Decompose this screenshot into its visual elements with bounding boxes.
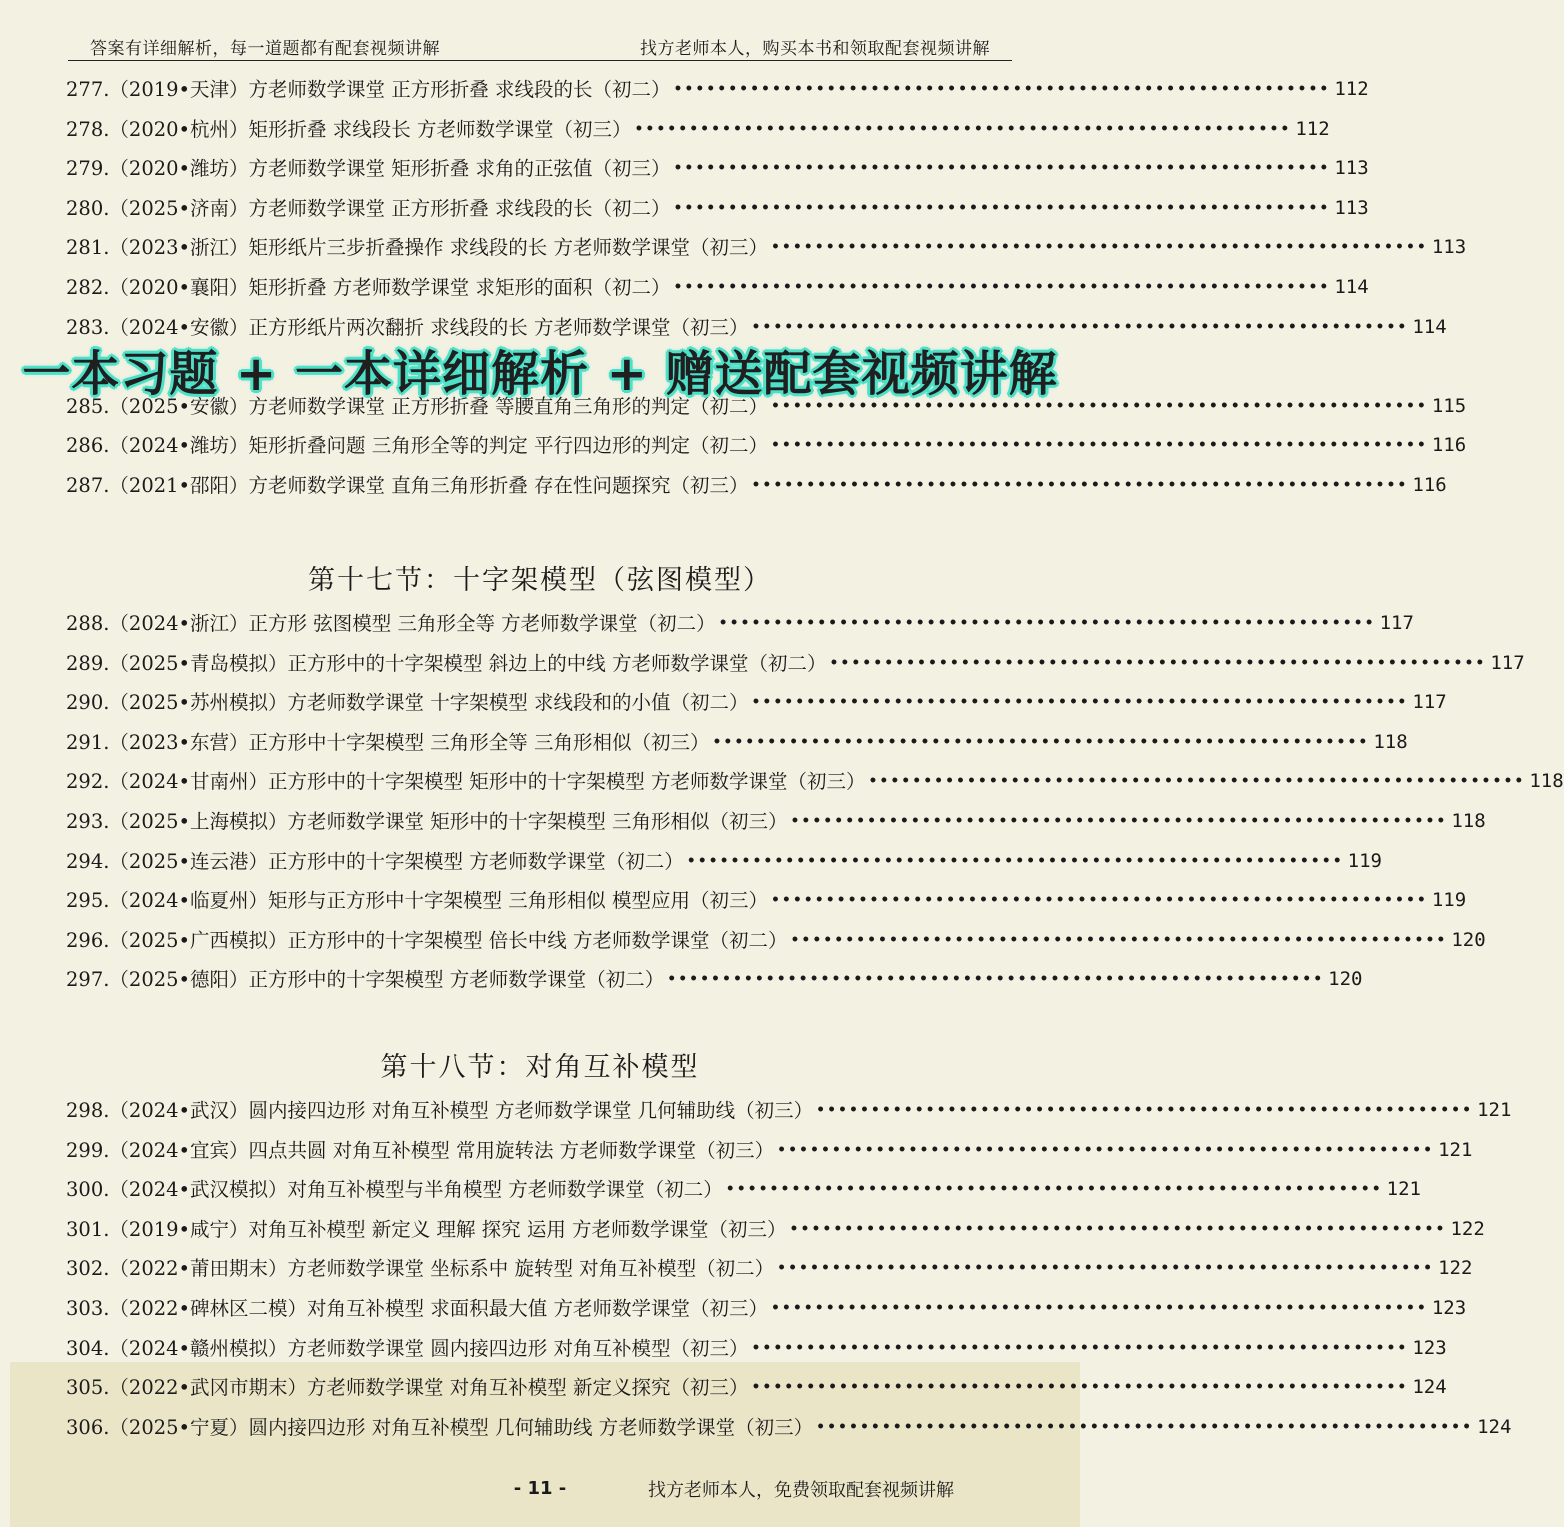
toc-page-number: 124 (1477, 1415, 1512, 1438)
toc-page-number: 116 (1431, 434, 1467, 457)
toc-leader-dots: •••••••••••••••••••••••••••••••••••••••••••••••••••••••••••• (751, 1339, 1409, 1356)
toc-entry-title: 282.（2020•襄阳）矩形折叠 方老师数学课堂 求矩形的面积（初二） (66, 275, 671, 299)
toc-page-number: 113 (1431, 236, 1467, 259)
toc-entry (66, 149, 1369, 189)
toc-entry (66, 1408, 1512, 1448)
toc-entry (66, 604, 1414, 644)
toc-page-number: 112 (1295, 117, 1330, 140)
toc-entry-title: 289.（2025•青岛模拟）正方形中的十字架模型 斜边上的中线 方老师数学课堂（初二） (66, 651, 827, 675)
toc-entry (66, 189, 1369, 229)
toc-group-complementary (66, 1091, 1512, 1447)
toc-entry (66, 644, 1525, 684)
toc-page-number: 112 (1334, 78, 1369, 100)
toc-leader-dots: •••••••••••••••••••••••••••••••••••••••••••••••••••••••••••• (770, 1299, 1428, 1316)
toc-leader-dots: •••••••••••••••••••••••••••••••••••••••••••••••••••••••••••• (789, 1220, 1447, 1237)
toc-leader-dots: •••••••••••••••••••••••••••••••••••••••••••••••••••••••••••• (751, 318, 1409, 335)
toc-entry-title: 295.（2024•临夏州）矩形与正方形中十字架模型 三角形相似 模型应用（初三） (66, 889, 768, 913)
toc-page-number: 119 (1431, 889, 1467, 912)
toc-page-number: 113 (1334, 196, 1369, 219)
toc-entry-title: 299.（2024•宜宾）四点共圆 对角互补模型 常用旋转法 方老师数学课堂（初三） (66, 1138, 775, 1162)
toc-entry (66, 1249, 1473, 1289)
toc-entry-title: 306.（2025•宁夏）圆内接四边形 对角互补模型 几何辅助线 方老师数学课堂（初三） (66, 1415, 814, 1439)
toc-entry (66, 1091, 1512, 1131)
toc-entry (66, 1131, 1473, 1171)
toc-entry (66, 881, 1467, 921)
toc-page-number: 121 (1477, 1099, 1512, 1121)
toc-entry (66, 723, 1408, 763)
toc-entry-title: 300.（2024•武汉模拟）对角互补模型与半角模型 方老师数学课堂（初二） (66, 1178, 723, 1202)
toc-leader-dots: •••••••••••••••••••••••••••••••••••••••••••••••••••••••••••• (718, 615, 1376, 631)
toc-page-number: 113 (1334, 157, 1369, 180)
toc-leader-dots: •••••••••••••••••••••••••••••••••••••••••••••••••••••••••••• (868, 773, 1526, 790)
toc-page-number: 118 (1529, 770, 1564, 793)
toc-leader-dots: •••••••••••••••••••••••••••••••••••••••••••••••••••••••••••• (667, 971, 1325, 988)
toc-leader-dots: •••••••••••••••••••••••••••••••••••••••••••••••••••••••••••• (770, 397, 1428, 414)
toc-page-number: 114 (1334, 275, 1369, 298)
toc-page-number: 118 (1451, 809, 1486, 832)
toc-leader-dots: •••••••••••••••••••••••••••••••••••••••••••••••••••••••••••• (777, 1141, 1435, 1158)
toc-page-number: 115 (1431, 394, 1467, 417)
toc-entry-title: 285.（2025•安徽）方老师数学课堂 正方形折叠 等腰直角三角形的判定（初二） (66, 394, 768, 418)
toc-entry (66, 1210, 1485, 1250)
toc-page-number: 122 (1438, 1257, 1473, 1280)
toc-leader-dots: •••••••••••••••••••••••••••••••••••••••••••••••••••••••••••• (686, 852, 1344, 869)
toc-leader-dots: •••••••••••••••••••••••••••••••••••••••••••••••••••••••••••• (790, 931, 1448, 948)
toc-entry (66, 70, 1369, 110)
toc-entry (66, 683, 1447, 723)
toc-entry (66, 802, 1486, 842)
toc-entry-title: 296.（2025•广西模拟）正方形中的十字架模型 倍长中线 方老师数学课堂（初二） (66, 928, 788, 952)
toc-entry-title: 305.（2022•武冈市期末）方老师数学课堂 对角互补模型 新定义探究（初三） (66, 1376, 749, 1400)
toc-entry-title: 286.（2024•潍坊）矩形折叠问题 三角形全等的判定 平行四边形的判定（初二） (66, 434, 768, 458)
footer-text: 找方老师本人，免费领取配套视频讲解 (648, 1480, 954, 1501)
toc-leader-dots: •••••••••••••••••••••••••••••••••••••••••••••••••••••••••••• (816, 1102, 1474, 1118)
toc-leader-dots: •••••••••••••••••••••••••••••••••••••••••••••••••••••••••••• (751, 1379, 1409, 1396)
toc-leader-dots: •••••••••••••••••••••••••••••••••••••••••••••••••••••••••••• (790, 812, 1448, 829)
toc-leader-dots: •••••••••••••••••••••••••••••••••••••••••••••••••••••••••••• (634, 120, 1292, 137)
page-number: - 11 - (513, 1478, 567, 1499)
toc-entry (66, 466, 1447, 506)
toc-entry-title: 301.（2019•咸宁）对角互补模型 新定义 理解 探究 运用 方老师数学课堂（初三） (66, 1217, 787, 1241)
toc-entry-title: 303.（2022•碑林区二模）对角互补模型 求面积最大值 方老师数学课堂（初三） (66, 1296, 768, 1320)
toc-entry (66, 1368, 1447, 1408)
toc-page-number: 114 (1412, 315, 1447, 338)
toc-page-number: 122 (1450, 1217, 1485, 1240)
toc-entry (66, 1329, 1447, 1369)
toc-entry (66, 1289, 1467, 1329)
toc-leader-dots: •••••••••••••••••••••••••••••••••••••••••••••••••••••••••••• (770, 892, 1428, 909)
toc-entry-title: 297.（2025•德阳）正方形中的十字架模型 方老师数学课堂（初二） (66, 968, 665, 992)
toc-entry-title: 292.（2024•甘南州）正方形中的十字架模型 矩形中的十字架模型 方老师数学课堂（初三） (66, 770, 866, 794)
toc-entry (66, 110, 1330, 150)
toc-entry (66, 960, 1363, 1000)
toc-entry-title: 293.（2025•上海模拟）方老师数学课堂 矩形中的十字架模型 三角形相似（初三） (66, 809, 788, 833)
toc-entry-title: 291.（2023•东营）正方形中十字架模型 三角形全等 三角形相似（初三） (66, 730, 710, 754)
section-title-17: 第十七节：十字架模型（弦图模型） (308, 565, 772, 596)
toc-page-number: 121 (1386, 1178, 1421, 1201)
toc-entry-title: 302.（2022•莆田期末）方老师数学课堂 坐标系中 旋转型 对角互补模型（初二） (66, 1257, 775, 1281)
toc-entry (66, 1170, 1421, 1210)
toc-entry-title: 294.（2025•连云港）正方形中的十字架模型 方老师数学课堂（初二） (66, 849, 684, 873)
toc-entry-title: 290.（2025•苏州模拟）方老师数学课堂 十字架模型 求线段和的小值（初二） (66, 691, 749, 715)
toc-entry-title: 281.（2023•浙江）矩形纸片三步折叠操作 求线段的长 方老师数学课堂（初三） (66, 236, 768, 260)
toc-page-number: 124 (1412, 1376, 1447, 1399)
toc-entry-title: 304.（2024•赣州模拟）方老师数学课堂 圆内接四边形 对角互补模型（初三） (66, 1336, 749, 1360)
toc-leader-dots: •••••••••••••••••••••••••••••••••••••••••••••••••••••••••••• (770, 437, 1428, 454)
toc-entry (66, 268, 1369, 308)
toc-entry-title: 298.（2024•武汉）圆内接四边形 对角互补模型 方老师数学课堂 几何辅助线（初三） (66, 1099, 814, 1122)
toc-page-number: 120 (1328, 968, 1363, 991)
toc-leader-dots: •••••••••••••••••••••••••••••••••••••••••••••••••••••••••••• (829, 654, 1487, 671)
toc-entry (66, 762, 1564, 802)
toc-entry-title: 288.（2024•浙江）正方形 弦图模型 三角形全等 方老师数学课堂（初二） (66, 612, 716, 635)
toc-leader-dots: •••••••••••••••••••••••••••••••••••••••••••••••••••••••••••• (777, 1260, 1435, 1277)
toc-page-number: 119 (1347, 849, 1382, 872)
toc-leader-dots: •••••••••••••••••••••••••••••••••••••••••••••••••••••••••••• (751, 694, 1409, 711)
toc-page-number: 116 (1412, 473, 1447, 496)
toc-page-number: 121 (1438, 1138, 1473, 1161)
page-header (68, 32, 1012, 61)
promo-banner: 一本习题 + 一本详细解析 + 赠送配套视频讲解 (22, 345, 1058, 402)
toc-leader-dots: •••••••••••••••••••••••••••••••••••••••••••••••••••••••••••• (673, 160, 1331, 177)
toc-page-number: 117 (1412, 691, 1447, 714)
toc-leader-dots: •••••••••••••••••••••••••••••••••••••••••••••••••••••••••••• (673, 81, 1331, 97)
toc-leader-dots: •••••••••••••••••••••••••••••••••••••••••••••••••••••••••••• (770, 239, 1428, 256)
toc-page-number: 120 (1451, 928, 1486, 951)
toc-entry-title: 287.（2021•邵阳）方老师数学课堂 直角三角形折叠 存在性问题探究（初三） (66, 473, 749, 497)
toc-leader-dots: •••••••••••••••••••••••••••••••••••••••••••••••••••••••••••• (816, 1418, 1474, 1435)
toc-entry (66, 921, 1486, 961)
toc-entry (66, 228, 1467, 268)
section-title-18: 第十八节：对角互补模型 (380, 1052, 700, 1083)
toc-entry-title: 283.（2024•安徽）正方形纸片两次翻折 求线段的长 方老师数学课堂（初三） (66, 315, 749, 339)
toc-entry (66, 426, 1467, 466)
toc-leader-dots: •••••••••••••••••••••••••••••••••••••••••••••••••••••••••••• (673, 278, 1331, 295)
toc-leader-dots: •••••••••••••••••••••••••••••••••••••••••••••••••••••••••••• (712, 733, 1370, 750)
toc-entry-title: 279.（2020•潍坊）方老师数学课堂 矩形折叠 求角的正弦值（初三） (66, 157, 671, 181)
toc-page-number: 118 (1373, 730, 1408, 753)
toc-page-number: 123 (1412, 1336, 1447, 1359)
toc-entry (66, 842, 1382, 882)
toc-entry-title: 280.（2025•济南）方老师数学课堂 正方形折叠 求线段的长（初二） (66, 196, 671, 220)
toc-group-cross-model (66, 604, 1564, 1000)
toc-leader-dots: •••••••••••••••••••••••••••••••••••••••••••••••••••••••••••• (725, 1181, 1383, 1198)
toc-entry-title: 278.（2020•杭州）矩形折叠 求线段长 方老师数学课堂（初三） (66, 117, 632, 141)
toc-entry-title: 277.（2019•天津）方老师数学课堂 正方形折叠 求线段的长（初二） (66, 78, 671, 101)
toc-leader-dots: •••••••••••••••••••••••••••••••••••••••••••••••••••••••••••• (751, 476, 1409, 493)
toc-group-folding (66, 70, 1467, 506)
header-left-text: 答案有详细解析，每一道题都有配套视频讲解 (90, 39, 440, 59)
toc-page-number: 123 (1431, 1296, 1467, 1319)
toc-leader-dots: •••••••••••••••••••••••••••••••••••••••••••••••••••••••••••• (673, 199, 1331, 216)
toc-page-number: 117 (1490, 651, 1525, 674)
header-right-text: 找方老师本人，购买本书和领取配套视频讲解 (640, 39, 990, 59)
toc-page-number: 117 (1379, 612, 1414, 634)
